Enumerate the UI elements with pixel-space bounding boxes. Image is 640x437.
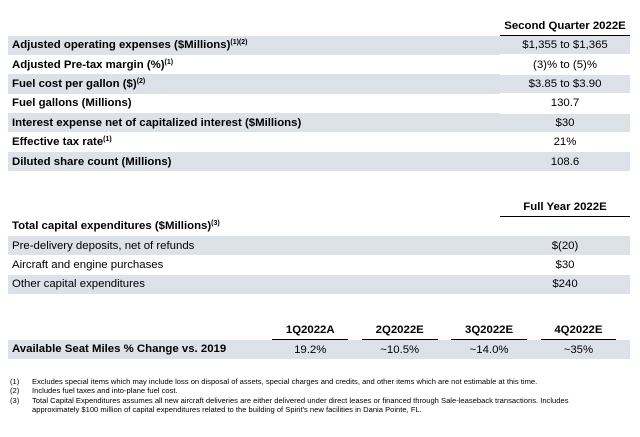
- fy-header: Full Year 2022E: [500, 197, 630, 217]
- footnote: [10, 396, 610, 415]
- row-value: $1,355 to $1,365: [500, 36, 630, 55]
- row-value: $3.85 to $3.90: [500, 74, 630, 93]
- row-value: 21%: [500, 132, 630, 151]
- table-row: [8, 255, 630, 274]
- row-label: Pre-delivery deposits, net of refunds: [8, 236, 500, 255]
- row-label: Fuel cost per gallon ($): [12, 77, 137, 90]
- footnote-ref: (1): [103, 136, 112, 144]
- footnote-text: Includes fuel taxes and into-plane fuel cost.: [32, 386, 178, 396]
- asm-value-3q: ~14.0%: [451, 340, 527, 360]
- table-row: [8, 340, 630, 360]
- table-row: [8, 55, 630, 74]
- table-row: [8, 132, 630, 151]
- footnotes: [10, 377, 610, 415]
- capex-title-row: [8, 217, 630, 236]
- row-label: Aircraft and engine purchases: [12, 258, 164, 271]
- asm-value-4q: ~35%: [541, 340, 617, 360]
- q2-guidance-table: [8, 16, 630, 172]
- footnote-number: (1): [10, 377, 20, 386]
- fy-capex-table: [8, 197, 630, 295]
- footnote: [10, 377, 610, 386]
- row-label: Fuel gallons (Millions): [12, 97, 132, 110]
- row-value: (3)% to (5)%: [500, 55, 630, 74]
- row-label: Effective tax rate: [12, 136, 104, 149]
- footnote-text: Excludes special items which may include loss on disposal of assets, special charges and credits, and other items which are not estimable at this time.: [32, 377, 538, 386]
- capex-title: Total capital expenditures ($Millions): [12, 220, 212, 233]
- row-label: Diluted share count (Millions): [12, 155, 172, 168]
- asm-label: Available Seat Miles % Change vs. 2019: [8, 340, 272, 360]
- q2-header: Second Quarter 2022E: [500, 16, 630, 36]
- row-value: $240: [500, 275, 630, 294]
- footnote-ref: (3): [211, 220, 220, 228]
- table-row: [8, 113, 630, 132]
- row-label: Adjusted Pre-tax margin (%): [12, 58, 165, 71]
- table-row: [8, 74, 630, 93]
- row-value: $30: [500, 255, 630, 274]
- table-row: [8, 275, 630, 294]
- row-value: $(20): [500, 236, 630, 255]
- footnote-text: Total Capital Expenditures assumes all new aircraft deliveries are either delivered under direct leases or financed through Sale-leaseback transactions. Includes approximately $100 million of capital expenditures related to the building of Spirit's new facilities in Dania Pointe, FL.: [32, 395, 569, 415]
- asm-table: [8, 320, 630, 359]
- row-value: 108.6: [500, 152, 630, 171]
- table-row: [8, 152, 630, 171]
- table-row: [8, 36, 630, 55]
- footnote-ref: (1)(2): [230, 39, 248, 47]
- asm-value-1q: 19.2%: [272, 340, 348, 360]
- asm-header-4q: 4Q2022E: [541, 320, 617, 340]
- asm-header-1q: 1Q2022A: [272, 320, 348, 340]
- asm-header-2q: 2Q2022E: [362, 320, 438, 340]
- row-value: $30: [500, 113, 630, 132]
- footnote-number: (2): [10, 386, 20, 396]
- table-row: [8, 236, 630, 255]
- row-label: Other capital expenditures: [8, 275, 500, 294]
- footnote-ref: (2): [136, 77, 146, 85]
- footnote-number: (3): [10, 395, 20, 405]
- row-label: Adjusted operating expenses ($Millions): [12, 39, 231, 52]
- row-value: 130.7: [500, 94, 630, 113]
- table-row: [8, 94, 630, 113]
- footnote: [10, 386, 610, 395]
- row-label: Interest expense net of capitalized interest ($Millions): [12, 116, 302, 129]
- asm-header-3q: 3Q2022E: [451, 320, 527, 340]
- footnote-ref: (1): [164, 58, 174, 66]
- asm-value-2q: ~10.5%: [362, 340, 438, 360]
